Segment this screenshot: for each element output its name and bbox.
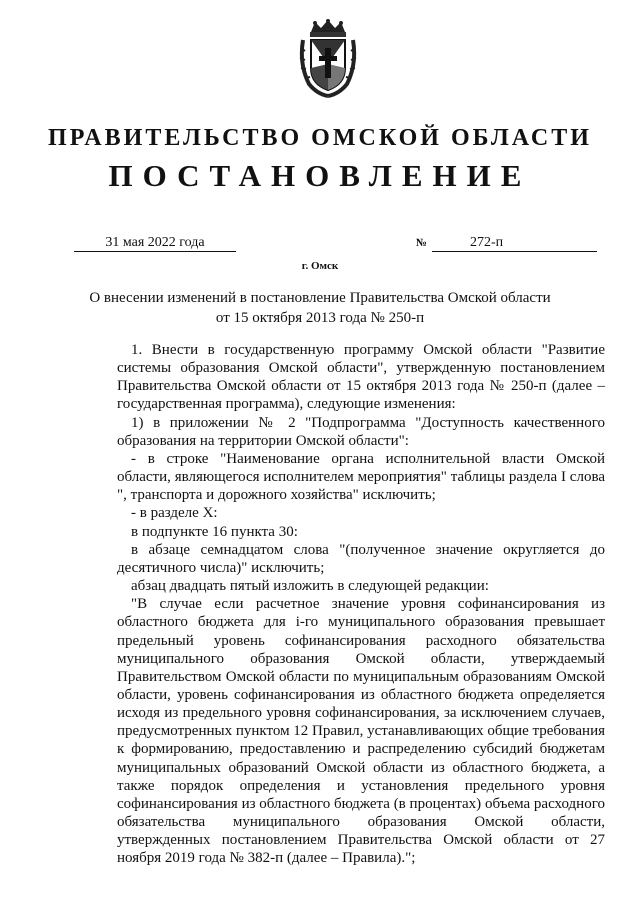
document-number-field [432,234,597,252]
document-type: ПОСТАНОВЛЕНИЕ [108,158,532,193]
omsk-coat-of-arms-icon [297,18,359,98]
subject-line: О внесении изменений в постановление Правительства Омской области [89,290,551,306]
body-paragraph: в подпункте 16 пункта 30: [131,523,298,540]
organization-title: ПРАВИТЕЛЬСТВО ОМСКОЙ ОБЛАСТИ [48,125,592,151]
body-paragraph: 1) в приложении № 2 "Подпрограмма "Доступность качественного образования на территории Омской области": [117,414,605,449]
document-date: 31 мая 2022 года [74,234,236,252]
number-sign: № [416,237,428,249]
document-body [117,341,605,868]
document-subject [0,288,640,328]
subject-line: от 15 октября 2013 года № 250-п [215,310,425,326]
body-paragraph: абзац двадцать пятый изложить в следующей редакции: [131,578,489,595]
body-paragraph: - в разделе X: [131,505,218,522]
document-number: 272-п [470,235,504,250]
body-paragraph: "В случае если расчетное значение уровня софинансирования из областного бюджета для i-го муниципального образования превышает предельный уровень софинансирования расходного обязательства муниципального образования Омской области, утверждаемый Правительством Омской области по муниципальным образованиям Омской области, уровень софинансирования из областного бюджета определяется исходя из предельного уровня софинансирования, за исключением случаев, предусмотренных пунктом 12 Правил, устанавливающих общие требования к формированию, предоставлению и распределению субсидий бюджетам муниципальных образований Омской области из областного бюджета, а также порядок определения и установления предельного уровня софинансирования из областного бюджета (в процентах) объема расходного обязательства муниципального образования Омской области, утвержденных постановлением Правительства Омской области от 27 ноября 2019 года № 382-п (далее – Правила)."; [117,596,605,867]
body-paragraph: 1. Внести в государственную программу Омской области "Развитие системы образования Омской области", утвержденную постановлением Правительства Омской области от 15 октября 2013 года № 250-п (далее – государственная программа), следующие изменения: [117,342,605,413]
body-paragraph: в абзаце семнадцатом слова "(полученное значение округляется до десятичного числа)" исключить; [117,541,605,576]
body-paragraph: - в строке "Наименование органа исполнительной власти Омской области, являющегося исполнителем мероприятия" таблицы раздела I слова ", транспорта и дорожного хозяйства" исключить; [117,450,605,504]
city: г. Омск [301,260,339,272]
